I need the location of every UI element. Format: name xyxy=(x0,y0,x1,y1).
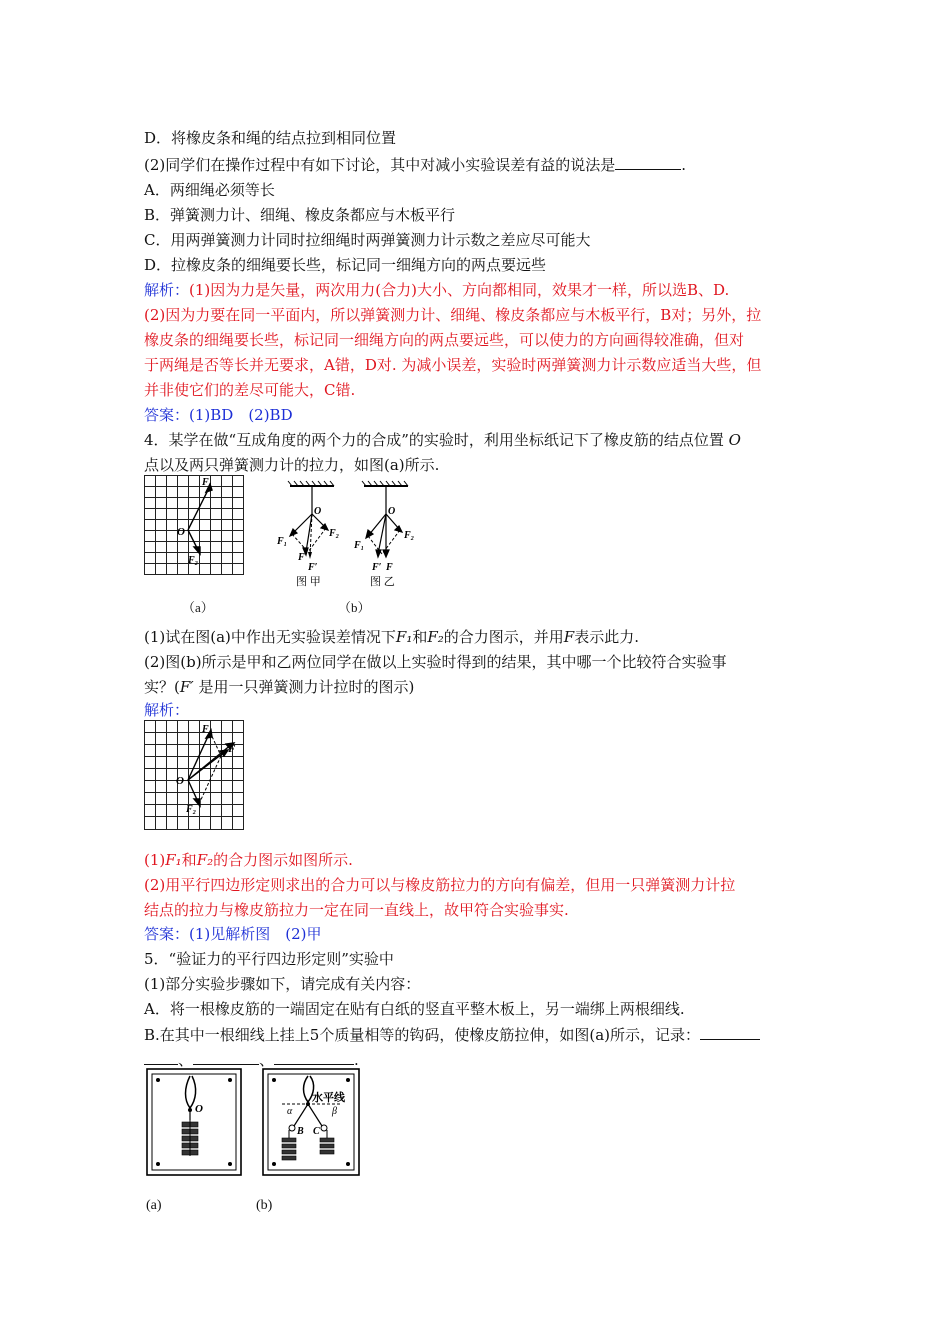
analysis-q4-line-1 xyxy=(144,850,353,870)
analysis-q4-line-2: (2)用平行四边形定则求出的合力可以与橡皮筋拉力的方向有偏差，但用一只弹簧测力计拉 xyxy=(144,876,736,894)
label-f1: F₁ xyxy=(202,477,213,488)
f: F xyxy=(563,628,575,646)
yi-label-fp: F′ xyxy=(372,562,382,573)
fig5a-label-o: O xyxy=(195,1103,203,1115)
answer-blank-1a xyxy=(700,1025,760,1040)
answer-label: 答案： xyxy=(144,406,190,424)
answer-label: 答案： xyxy=(144,925,190,943)
question-5-step-b-blanks xyxy=(144,1050,359,1070)
question-4-stem-1 xyxy=(144,430,741,450)
option-d-text: D．将橡皮条和绳的结点拉到相同位置 xyxy=(144,129,397,147)
question-5-step-b xyxy=(144,1025,760,1045)
fig5b-horizontal-label: 水平线 xyxy=(312,1092,345,1104)
yi-caption: 图 乙 xyxy=(370,576,395,588)
figure-yi xyxy=(353,481,414,588)
f1: F₁ xyxy=(165,851,182,869)
caption-b: （b） xyxy=(338,600,371,615)
text: 的合力图示如图所示. xyxy=(213,851,353,869)
caption-5a: (a) xyxy=(146,1198,162,1213)
period: . xyxy=(354,1051,359,1069)
analysis-line-2: (2)因为力要在同一平面内，所以弹簧测力计、细绳、橡皮条都应与木板平行，B对；另外，拉 xyxy=(144,306,762,324)
f2: F₂ xyxy=(196,851,214,869)
period: . xyxy=(681,156,687,174)
jia-caption: 图 甲 xyxy=(296,576,321,588)
text: (1)试在图(a)中作出无实验误差情况下 xyxy=(144,628,396,646)
analysis-text: (1)因为力是矢量，两次用力(合力)大小、方向都相同，效果才一样，所以选B、D. xyxy=(189,281,730,299)
option-c-text: C．用两弹簧测力计同时拉细绳时两弹簧测力计示数之差应尽可能大 xyxy=(144,231,591,249)
analysis-label-o: O xyxy=(176,775,184,787)
answer-text: (1)BD (2)BD xyxy=(189,406,293,424)
jia-label-f: F xyxy=(298,552,305,563)
answer-line-q4 xyxy=(144,924,322,944)
text: 和 xyxy=(412,628,428,646)
point-o: O xyxy=(728,431,741,449)
yi-label-f1: F₁ xyxy=(354,540,365,551)
answer-blank-2 xyxy=(193,1050,259,1065)
analysis-line-4: 于两绳是否等长并无要求，A错，D对. 为减小误差，实验时两弹簧测力计示数应适当大些，但 xyxy=(144,356,762,374)
text: 和 xyxy=(181,851,197,869)
question-5-stem: 5．“验证力的平行四边形定则”实验中 xyxy=(144,950,394,968)
f-prime: F′ xyxy=(179,678,194,696)
analysis-label-f2: F₂ xyxy=(186,804,197,815)
figure-jia xyxy=(276,481,339,588)
question-4-part-2a: (2)图(b)所示是甲和乙两位同学在做以上实验时得到的结果，其中哪一个比较符合实验事 xyxy=(144,653,727,671)
analysis-grid-figure xyxy=(144,720,244,832)
jia-label-fp: F′ xyxy=(308,562,318,573)
question-text: (2)同学们在操作过程中有如下讨论，其中对减小实验误差有益的说法是 xyxy=(144,156,616,174)
yi-label-f2: F₂ xyxy=(404,530,415,541)
answer-text: (1)见解析图 (2)甲 xyxy=(189,925,322,943)
label-f2: F₂ xyxy=(188,555,199,566)
stem-text: 4．某学在做“互成角度的两个力的合成”的实验时，利用坐标纸记下了橡皮筋的结点位置 xyxy=(144,431,724,449)
text: 是用一只弹簧测力计拉时的图示) xyxy=(193,678,415,696)
caption-5b: (b) xyxy=(256,1198,273,1213)
text: (1) xyxy=(144,851,166,869)
question-5-step-a: A．将一根橡皮筋的一端固定在贴有白纸的竖直平整木板上，另一端绑上两根细线. xyxy=(144,1000,685,1018)
separator: 、 xyxy=(259,1051,275,1069)
text: 的合力图示，并用 xyxy=(443,628,564,646)
fig5b-label-b: B xyxy=(297,1126,304,1137)
question-3-part-2 xyxy=(144,155,686,175)
analysis-label-q4: 解析： xyxy=(144,701,190,719)
figure-b xyxy=(272,478,437,593)
text: 表示此力. xyxy=(574,628,639,646)
jia-label-o: O xyxy=(314,506,322,517)
label-o: O xyxy=(177,526,185,538)
analysis-line-1 xyxy=(144,280,729,300)
option-a-text: A．两细绳必须等长 xyxy=(144,181,275,199)
caption-a: （a） xyxy=(182,600,214,615)
fig5b-label-c: C xyxy=(313,1126,320,1137)
jia-label-f1: F₁ xyxy=(277,536,288,547)
figure-5b-board xyxy=(262,1068,360,1176)
analysis-label: 解析： xyxy=(144,281,190,299)
question-4-stem-2: 点以及两只弹簧测力计的拉力，如图(a)所示. xyxy=(144,456,440,474)
answer-blank xyxy=(615,155,681,170)
answer-line xyxy=(144,405,293,425)
question-5-part-1: (1)部分实验步骤如下，请完成有关内容： xyxy=(144,975,421,993)
fig5b-alpha: α xyxy=(287,1106,293,1117)
question-4-part-1 xyxy=(144,627,639,647)
analysis-line-5: 并非使它们的差尽可能大，C错. xyxy=(144,381,356,399)
yi-label-f: F xyxy=(386,562,393,573)
question-4-part-2b xyxy=(144,677,414,697)
analysis-q4-line-3: 结点的拉力与橡皮筋拉力一定在同一直线上，故甲符合实验事实. xyxy=(144,901,569,919)
analysis-label-f1: F₁ xyxy=(202,724,213,735)
jia-label-f2: F₂ xyxy=(329,528,340,539)
fig5b-beta: β xyxy=(332,1106,337,1117)
yi-label-o: O xyxy=(388,506,396,517)
option-d2-text: D．拉橡皮条的细绳要长些，标记同一细绳方向的两点要远些 xyxy=(144,256,547,274)
analysis-label-f: F xyxy=(228,743,236,755)
answer-blank-3 xyxy=(274,1050,354,1065)
text: B.在其中一根细线上挂上5个质量相等的钩码，使橡皮筋拉伸，如图(a)所示，记录： xyxy=(144,1026,700,1044)
option-b-text: B．弹簧测力计、细绳、橡皮条都应与木板平行 xyxy=(144,206,456,224)
separator: 、 xyxy=(178,1051,194,1069)
figure-a-grid xyxy=(144,475,244,595)
figure-5a-board xyxy=(146,1068,242,1176)
text: 实？( xyxy=(144,678,180,696)
f1: F₁ xyxy=(395,628,413,646)
analysis-line-3: 橡皮条的细绳要长些，标记同一细绳方向的两点要远些，可以使力的方向画得较准确，但对 xyxy=(144,331,745,349)
f2: F₂ xyxy=(427,628,444,646)
answer-blank-1b xyxy=(144,1050,178,1065)
